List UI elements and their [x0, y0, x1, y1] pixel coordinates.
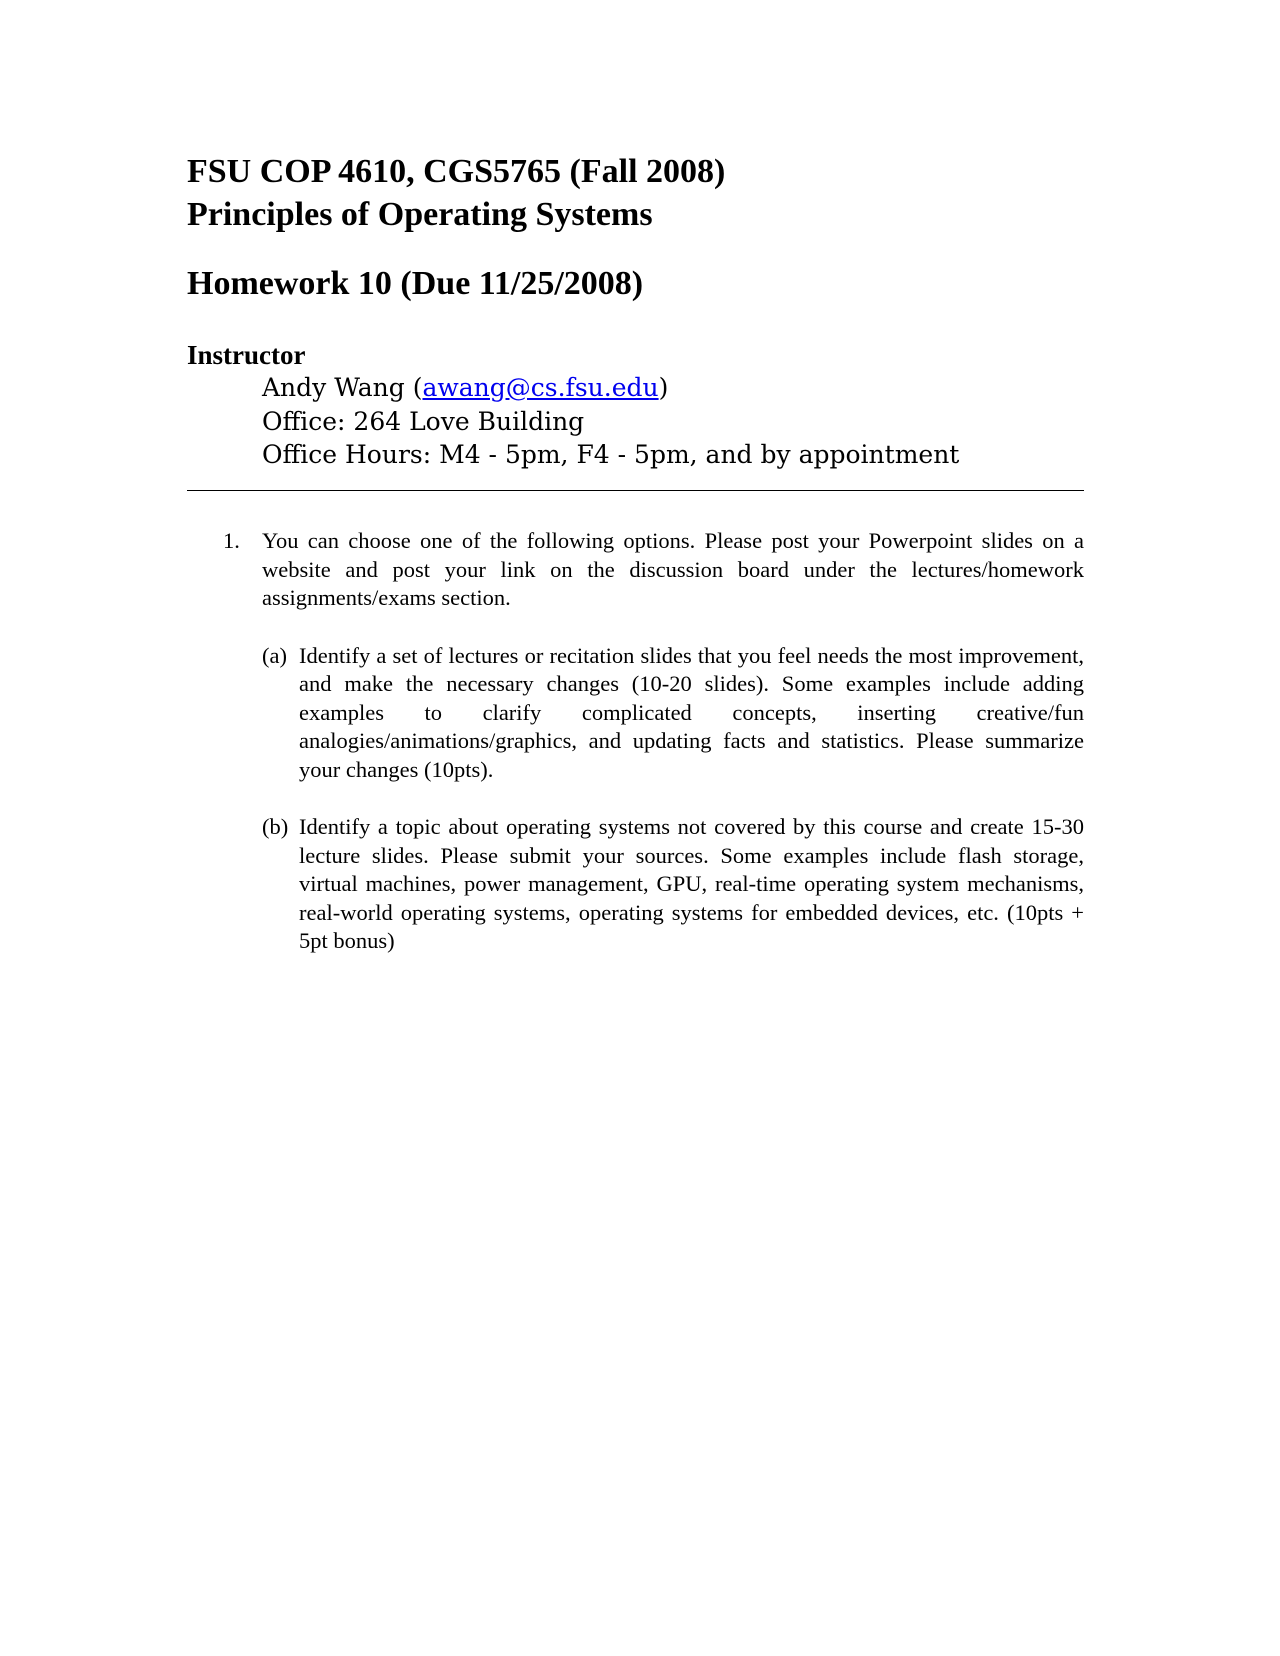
- instructor-email-link[interactable]: awang@cs.fsu.edu: [422, 373, 659, 402]
- homework-title: Homework 10 (Due 11/25/2008): [187, 265, 644, 302]
- instructor-name: Andy Wang (: [262, 373, 423, 402]
- option-b-label: (b): [262, 814, 289, 839]
- instructor-heading: Instructor: [187, 340, 306, 370]
- course-name: Principles of Operating Systems: [187, 196, 653, 233]
- option-b: [262, 813, 1084, 956]
- option-a-text: Identify a set of lectures or recitation slides that you feel needs the most improvement, and make the necessary changes (10-20 slides). Some examples include adding examples to clarify complicated concepts, inserting creative/fun analogies/animations/graphics, and updating facts and statistics. Please summarize your changes (10pts).: [299, 642, 1084, 782]
- question-number: 1.: [223, 528, 240, 553]
- option-b-text: Identify a topic about operating systems not covered by this course and create 15-30 lecture slides. Please submit your sources. Some examples include flash storage, virtual machines, power management, GPU, real-time operating system mechanisms, real-world operating systems, operating systems for embedded devices, etc. (10pts + 5pt bonus): [299, 814, 1084, 953]
- question-row: [187, 527, 1084, 613]
- instructor-office: Office: 264 Love Building: [262, 406, 585, 436]
- question-1: [187, 527, 1084, 956]
- instructor-office-hours: Office Hours: M4 - 5pm, F4 - 5pm, and by appointment: [262, 440, 960, 469]
- option-a-label: (a): [262, 642, 287, 668]
- document-header: [187, 150, 1087, 236]
- instructor-name-line: [262, 371, 959, 405]
- instructor-name-suffix: ): [658, 373, 669, 402]
- question-text: You can choose one of the following options. Please post your Powerpoint slides on a website and post your link on the discussion board under the lectures/homework assignments/exams section.: [262, 528, 1084, 610]
- option-a: [262, 642, 1084, 785]
- horizontal-divider: [187, 490, 1084, 491]
- course-title: FSU COP 4610, CGS5765 (Fall 2008): [187, 153, 726, 190]
- instructor-info: [262, 371, 959, 472]
